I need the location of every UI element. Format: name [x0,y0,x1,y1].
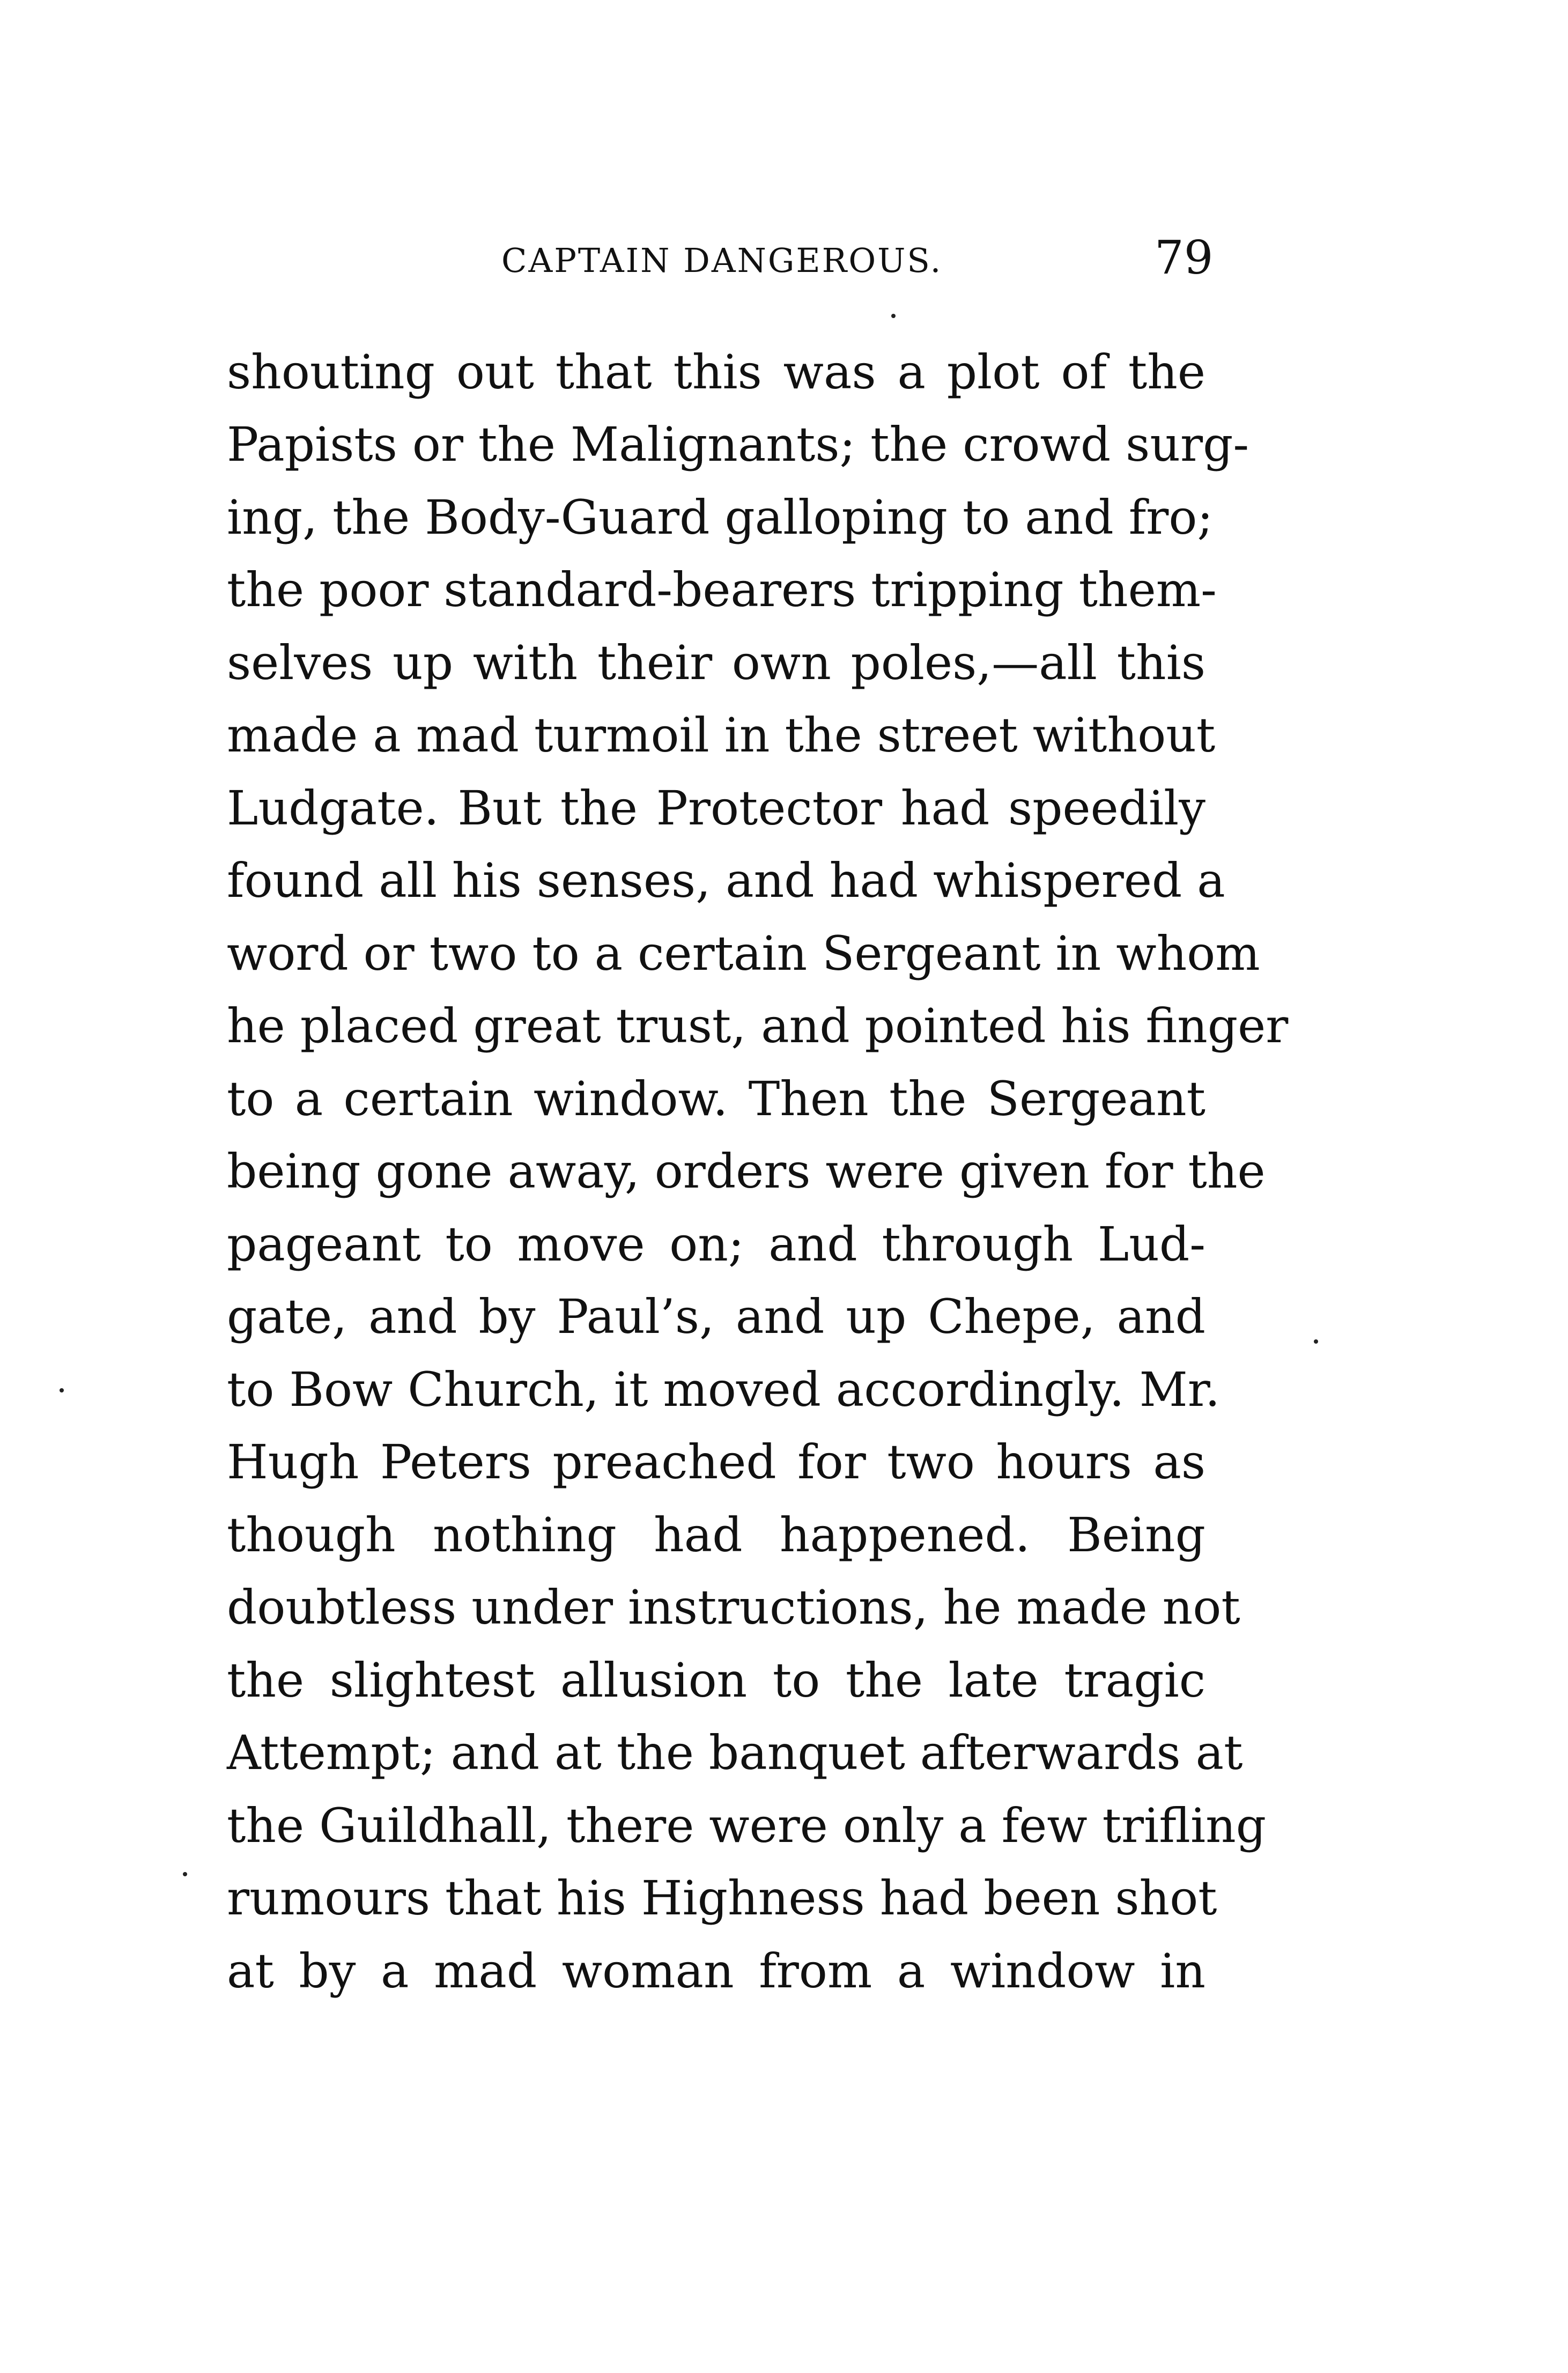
text-line: though nothing had happened. Being [227,1507,1205,1563]
print-speck [891,314,896,318]
text-line: Papists or the Malignants; the crowd surg- [227,417,1249,472]
text-line: the poor standard-bearers tripping them- [227,562,1217,617]
running-title: CAPTAIN DANGEROUS. [501,241,943,280]
text-line: he placed great trust, and pointed his finger [227,998,1289,1053]
print-speck [183,1872,187,1876]
text-line: at by a mad woman from a window in [227,1943,1205,1999]
text-line: Ludgate. But the Protector had speedily [227,780,1205,836]
text-line: found all his senses, and had whispered a [227,853,1225,908]
text-line: ing, the Body-Guard galloping to and fro; [227,490,1213,545]
text-line: word or two to a certain Sergeant in whom [227,926,1260,981]
text-line: Attempt; and at the banquet afterwards at [227,1725,1243,1780]
text-line: Hugh Peters preached for two hours as [227,1434,1205,1490]
page-number: 79 [1155,231,1214,285]
text-line: rumours that his Highness had been shot [227,1870,1217,1926]
text-line: pageant to move on; and through Lud- [227,1217,1205,1272]
text-line: the slightest allusion to the late tragic [227,1653,1205,1708]
print-speck [1314,1339,1318,1344]
text-line: to a certain window. Then the Sergeant [227,1071,1205,1126]
text-line: selves up with their own poles,—all this [227,635,1205,690]
text-line: doubtless under instructions, he made not [227,1580,1240,1635]
text-line: to Bow Church, it moved accordingly. Mr. [227,1362,1221,1417]
text-line: shouting out that this was a plot of the [227,344,1205,400]
text-line: the Guildhall, there were only a few trifling [227,1798,1267,1853]
text-line: made a mad turmoil in the street without [227,708,1216,763]
text-line: gate, and by Paul’s, and up Chepe, and [227,1289,1205,1344]
print-speck [60,1388,64,1392]
text-line: being gone away, orders were given for the [227,1144,1266,1199]
